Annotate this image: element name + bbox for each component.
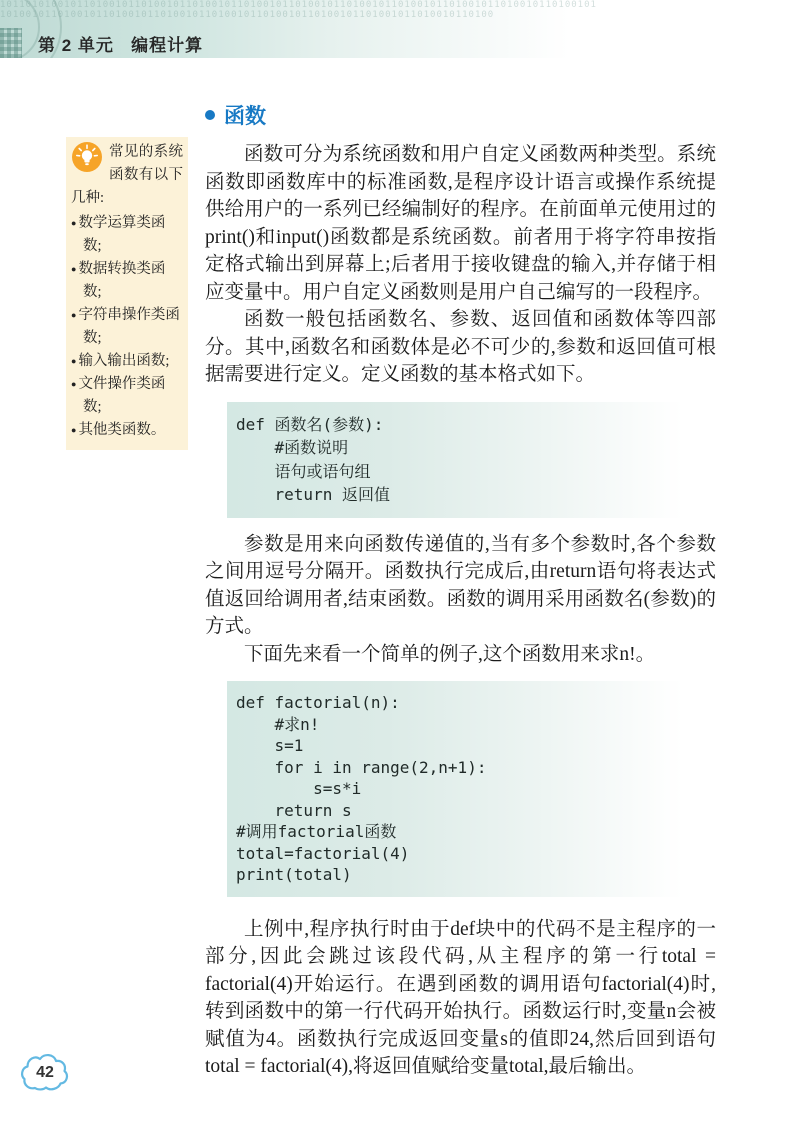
lightbulb-icon: [71, 141, 105, 173]
paragraph-function-parts: 函数一般包括函数名、参数、返回值和函数体等四部分。其中,函数名和函数体是必不可少的,参数和返回值可根据需要进行定义。定义函数的基本格式如下。: [205, 309, 716, 385]
code-line: def 函数名(参数):: [236, 414, 384, 434]
page-number-cloud: [20, 1052, 70, 1094]
note-item: ● 输入输出函数;: [71, 350, 183, 373]
note-item: ● 字符串操作类函数;: [71, 304, 183, 350]
unit-title: 第 2 单元 编程计算: [38, 36, 204, 55]
code-block-factorial: [227, 681, 683, 897]
binary-pattern-decoration: 10110101001011010010110100101101001011010010110100101101001011010010110100101101001011010010110100101101001011010010110100101101001011010010110100101101001011010010110100: [0, 0, 597, 20]
code-line: def factorial(n):: [236, 693, 400, 712]
code-line: #调用factorial函数: [236, 822, 397, 841]
code-line: print(total): [236, 865, 352, 884]
main-content: [205, 100, 716, 1081]
code-line: #函数说明: [236, 438, 349, 457]
paragraph-execution-explanation: 上例中,程序执行时由于def块中的代码不是主程序的一部分,因此会跳过该段代码,从主程序的第一行total = factorial(4)开始运行。在遇到函数的调用语句factorial(4)时,转到函数中的第一行代码开始执行。函数运行时,变量n会被赋值为4。函数执行完成返回变量s的值即24,然后回到语句total = factorial(4),将返回值赋给变量total,最后输出。: [205, 918, 716, 1077]
heading-bullet-icon: [205, 110, 215, 120]
note-item: ● 数据转换类函数;: [71, 258, 183, 304]
code-line: return s: [236, 800, 352, 820]
note-item: ● 数学运算类函数;: [71, 212, 183, 258]
code-line: 语句或语句组: [236, 461, 371, 481]
paragraph-parameters: 参数是用来向函数传递值的,当有多个参数时,各个参数之间用逗号分隔开。函数执行完成后,由return语句将表达式值返回给调用者,结束函数。函数的调用采用函数名(参数)的方式。: [205, 533, 716, 637]
code-line: for i in range(2,n+1):: [236, 757, 487, 777]
sidebar-tip-note: [66, 137, 188, 450]
paragraph-example-intro: 下面先来看一个简单的例子,这个函数用来求n!。: [244, 643, 656, 665]
code-line: s=1: [236, 736, 304, 755]
code-block-def-format: [227, 402, 683, 518]
note-item-list: [71, 212, 183, 442]
code-line: #求n!: [236, 714, 320, 734]
page-number: 42: [36, 1064, 54, 1081]
code-line: return 返回值: [236, 485, 390, 504]
page-header-band: [0, 0, 600, 58]
note-intro-text: 常见的系统函数有以下几种:: [71, 144, 183, 206]
header-grid-decoration: [0, 28, 22, 58]
note-item: ● 文件操作类函数;: [71, 373, 183, 419]
section-heading-label: 函数: [224, 105, 266, 128]
code-line: total=factorial(4): [236, 843, 410, 863]
section-heading: [205, 100, 716, 130]
code-line: s=s*i: [236, 779, 362, 798]
paragraph-function-types: 函数可分为系统函数和用户自定义函数两种类型。系统函数即函数库中的标准函数,是程序设计语言或操作系统提供给用户的一系列已经编制好的程序。在前面单元使用过的print()和input()函数都是系统函数。前者用于将字符串按指定格式输出到屏幕上;后者用于接收键盘的输入,并存储于相应变量中。用户自定义函数则是用户自己编写的一段程序。: [205, 144, 716, 303]
note-item: ● 其他类函数。: [71, 419, 183, 442]
